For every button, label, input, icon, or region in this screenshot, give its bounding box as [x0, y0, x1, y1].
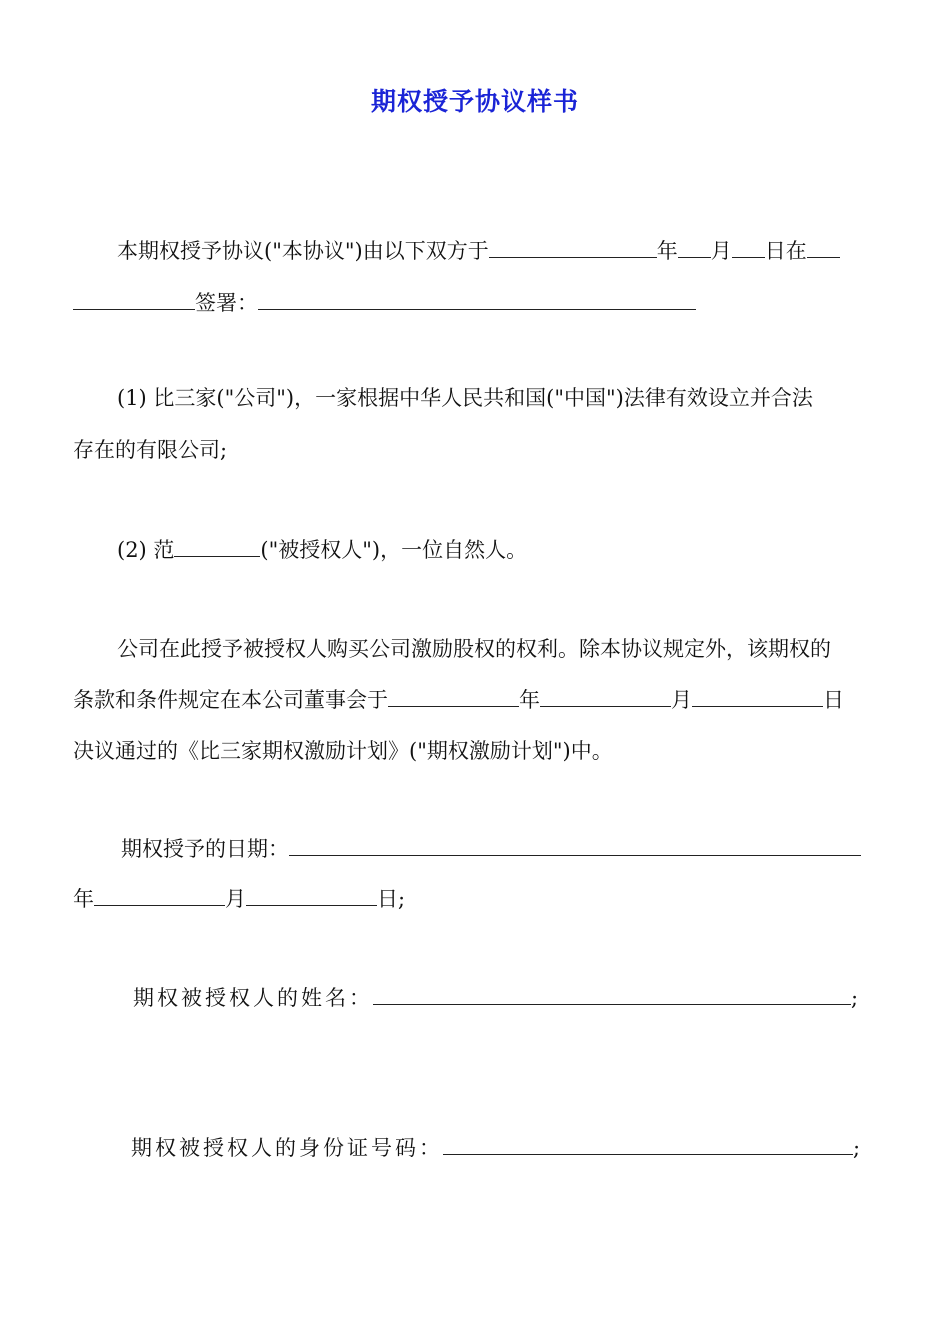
board-month-blank[interactable] — [540, 686, 671, 707]
month-blank[interactable] — [678, 237, 711, 258]
sign-label: 签署： — [195, 291, 258, 315]
grant-date-blank[interactable] — [289, 835, 861, 856]
paragraph-company-line-2: 存在的有限公司; — [73, 438, 228, 462]
grant-month-label: 月 — [225, 887, 246, 911]
company-text: (1) 比三家("公司")，一家根据中华人民共和国("中国")法律有效设立并合法 — [117, 386, 813, 410]
date-blank[interactable] — [489, 237, 657, 258]
board-month-label: 月 — [671, 688, 692, 712]
paragraph-grant-line-2 — [73, 685, 878, 715]
intro-text: 本期权授予协议("本协议")由以下双方于 — [117, 239, 489, 263]
place-blank-cont[interactable] — [73, 289, 195, 310]
grantee-name-blank[interactable] — [174, 536, 260, 557]
grant-date-line-1 — [73, 834, 878, 864]
paragraph-grantee — [73, 535, 878, 565]
grantee-name-line — [73, 983, 878, 1013]
paragraph-grant-line-3: 决议通过的《比三家期权激励计划》("期权激励计划")中。 — [73, 739, 613, 763]
paragraph-grant-line-1: 公司在此授予被授权人购买公司激励股权的权利。除本协议规定外，该期权的 — [117, 637, 831, 661]
grantee-name-field[interactable] — [373, 984, 851, 1005]
semicolon: ; — [851, 986, 862, 1010]
grant-day-blank[interactable] — [246, 885, 377, 906]
paragraph-intro-line-1 — [73, 236, 878, 266]
month-label: 月 — [710, 239, 732, 263]
signatory-blank[interactable] — [258, 289, 696, 310]
day-at-label: 日在 — [764, 239, 807, 263]
grant-month-blank[interactable] — [94, 885, 225, 906]
board-text: 条款和条件规定在本公司董事会于 — [73, 688, 388, 712]
grant-date-label: 期权授予的日期： — [121, 837, 289, 861]
grantee-prefix: (2) 范 — [117, 538, 175, 562]
paragraph-company-line-1 — [73, 383, 878, 413]
document-title: 期权授予协议样书 — [370, 87, 579, 116]
board-day-label: 日 — [823, 688, 844, 712]
year-label: 年 — [656, 239, 678, 263]
board-year-label: 年 — [519, 688, 540, 712]
grantee-name-label: 期权被授权人的姓名： — [133, 986, 373, 1010]
place-blank[interactable] — [807, 237, 840, 258]
semicolon: ; — [853, 1136, 864, 1160]
day-blank[interactable] — [732, 237, 765, 258]
grantee-id-line — [73, 1133, 878, 1163]
board-year-blank[interactable] — [388, 686, 519, 707]
grantee-suffix: ("被授权人")，一位自然人。 — [260, 538, 528, 562]
board-day-blank[interactable] — [692, 686, 823, 707]
grant-date-line-2 — [73, 884, 878, 914]
grantee-id-field[interactable] — [443, 1134, 853, 1155]
grantee-id-label: 期权被授权人的身份证号码： — [131, 1136, 443, 1160]
paragraph-intro-line-2 — [73, 288, 878, 318]
grant-day-label: 日; — [377, 887, 406, 911]
grant-year-label: 年 — [73, 887, 94, 911]
